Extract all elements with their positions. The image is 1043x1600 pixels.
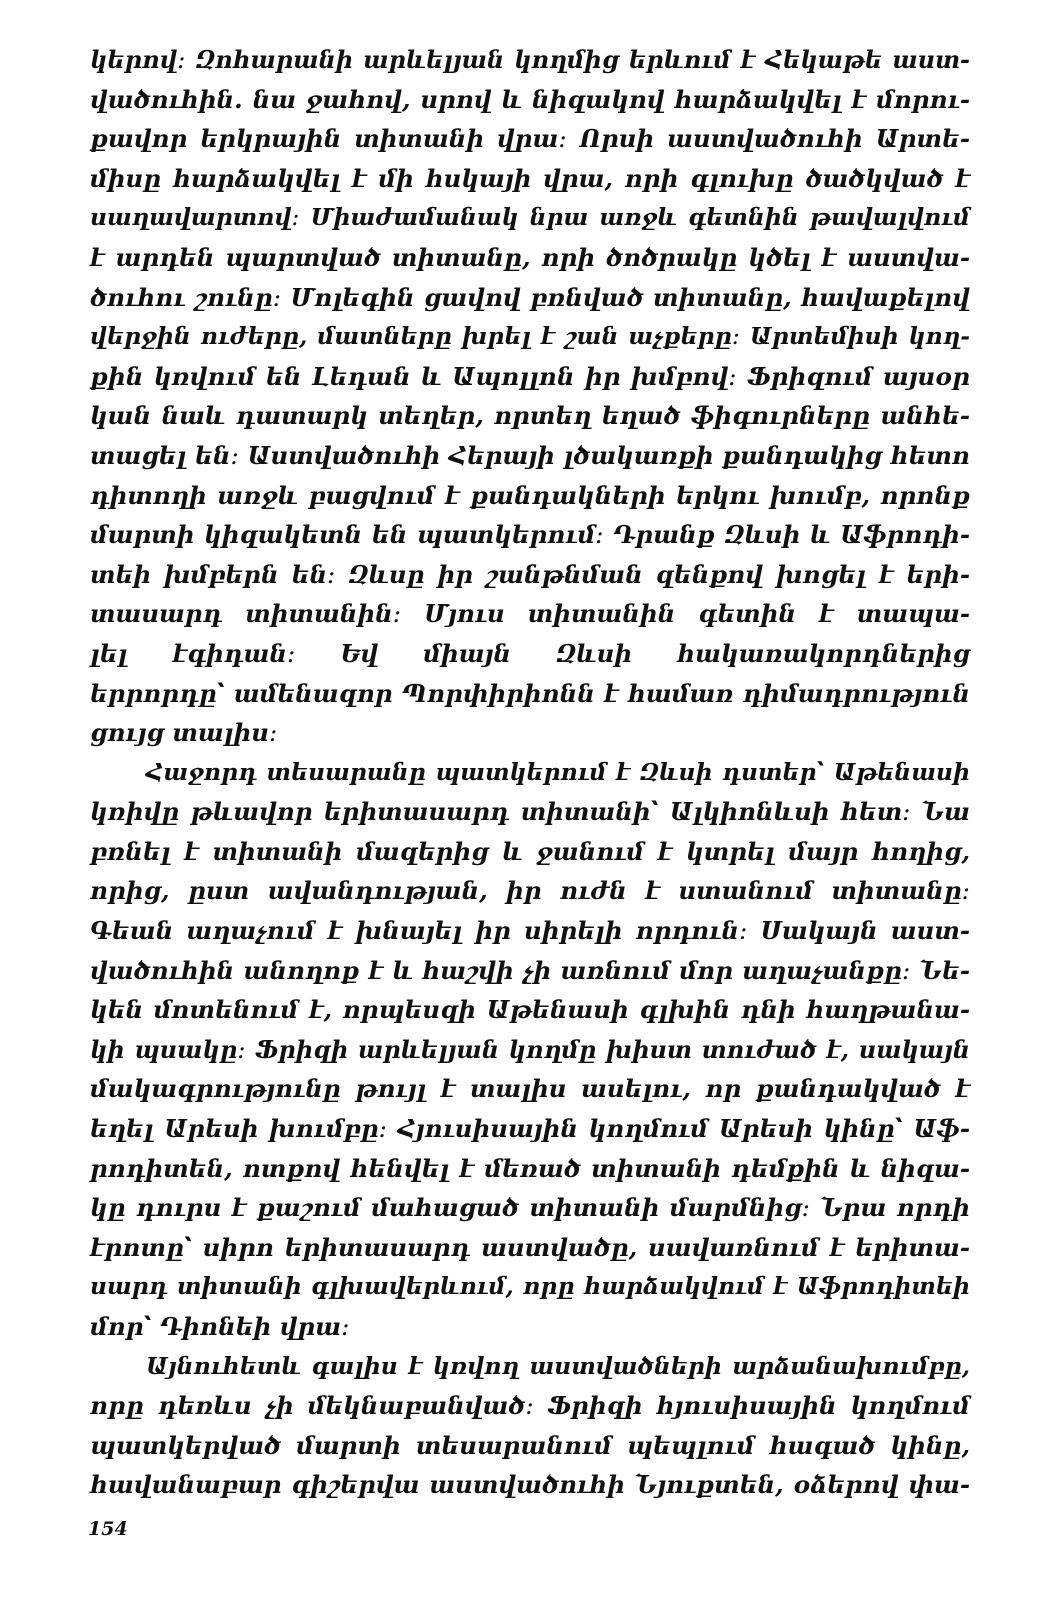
text-line: եղել Արեսի խումբը։ Հյուսիսային կողմում Արեսի կինը՝ Աֆ- (90, 1114, 970, 1144)
text-line: քավոր երկրային տիտանի վրա։ Որսի աստվածուհի Արտե- (90, 124, 970, 154)
text-line: Հաջորդ տեսարանը պատկերում է Զևսի դստեր՝ Աթենասի (146, 757, 970, 786)
text-line: կը դուրս է քաշում մահացած տիտանի մարմնից։ Նրա որդի (90, 1193, 970, 1223)
text-line: մարտի կիզակետն են պատկերում։ Դրանք Զևսի և Աֆրոդի- (90, 520, 970, 550)
text-line: մակագրությունը թույլ է տալիս ասելու, որ քանդակված է (90, 1074, 970, 1104)
text-line: սաղավարտով։ Միաժամանակ նրա առջև գետնին թավալվում (90, 203, 970, 232)
page-number: 154 (88, 1518, 128, 1540)
text-line: տացել են։ Աստվածուհի Հերայի լծակառքի քանդակից հետո (90, 440, 970, 470)
text-line: որից, ըստ ավանդության, իր ուժն է ստանում տիտանը։ (90, 876, 970, 906)
text-line: կերով։ Զոհարանի արևելյան կողմից երևում է Հեկաթե աստ- (90, 45, 970, 74)
text-line: սարդ տիտանի գլխավերևում, որը հարձակվում է Աֆրոդիտեի (90, 1272, 970, 1301)
text-line: Այնուհետև գալիս է կռվող աստվածների արձանախումբը, (146, 1351, 970, 1380)
text-line: բռնել է տիտանի մազերից և ջանում է կտրել մայր հողից, (90, 836, 970, 866)
text-line: մոր՝ Դիոնեի վրա։ (90, 1312, 350, 1341)
text-line: պատկերված մարտի տեսարանում պեպլում հագած կինը, (90, 1430, 970, 1460)
text-line: տասարդ տիտանին։ Մյուս տիտանին գետին է տապա- (90, 599, 970, 629)
text-line: տեի խմբերն են։ Զևսը իր շանթնման զենքով խոցել է երի- (90, 559, 970, 589)
text-line: կեն մոտենում է, որպեսզի Աթենասի գլխին դնի հաղթանա- (90, 995, 970, 1025)
text-line: ծուհու շունը։ Մոլեգին ցավով բռնված տիտանը, հավաքելով (90, 282, 970, 312)
text-line: րոդիտեն, ոտքով հենվել է մեռած տիտանի դեմքին և նիզա- (90, 1153, 970, 1183)
text-line: դիտողի առջև բացվում է քանդակների երկու խումբ, որոնք (90, 480, 970, 510)
text-line: միսը հարձակվել է մի հսկայի վրա, որի գլուխը ծածկված է (90, 163, 970, 193)
text-line: հավանաբար գիշերվա աստվածուհի Նյուքտեն, օձերով փա- (90, 1470, 970, 1500)
text-line: կի պսակը։ Ֆրիզի արևելյան կողմը խիստ տուժած է, սակայն (90, 1034, 970, 1064)
text-line: կան նաև դատարկ տեղեր, որտեղ եղած ֆիգուրները անհե- (90, 401, 970, 431)
text-line: քին կռվում են Լեդան և Ապոլլոն իր խմբով։ Ֆրիզում այսօր (90, 361, 970, 391)
text-line: է արդեն պարտված տիտանը, որի ծոծրակը կծել է աստվա- (90, 242, 970, 272)
text-line: կռիվը թևավոր երիտասարդ տիտանի՝ Ալկիոնևսի հետ։ Նա (90, 797, 970, 827)
book-page-text (90, 40, 970, 1505)
text-line: վածուհին անողոք է և հաշվի չի առնում մոր աղաչանքը։ Նե- (90, 955, 970, 985)
text-line: վածուհին. նա ջահով, սրով և նիզակով հարձակվել է մորու- (90, 84, 970, 114)
text-line: վերջին ուժերը, մատները խրել է շան աչքերը։ Արտեմիսի կող- (90, 322, 970, 351)
text-line: երրորդը՝ ամենազոր Պորփիրիոնն է համառ դիմադրություն (90, 678, 970, 708)
text-line: էրոտը՝ սիրո երիտասարդ աստվածը, սավառնում է երիտա- (90, 1232, 970, 1262)
text-line: ցույց տալիս։ (90, 718, 278, 748)
text-line: որը դեռևս չի մեկնաբանված։ Ֆրիզի հյուսիսային կողմում (90, 1391, 970, 1421)
text-line: լել էգիդան։ Եվ միայն Զևսի հակառակորդներից (90, 638, 970, 668)
text-line: Գեան աղաչում է խնայել իր սիրելի որդուն։ Սակայն աստ- (90, 916, 970, 946)
